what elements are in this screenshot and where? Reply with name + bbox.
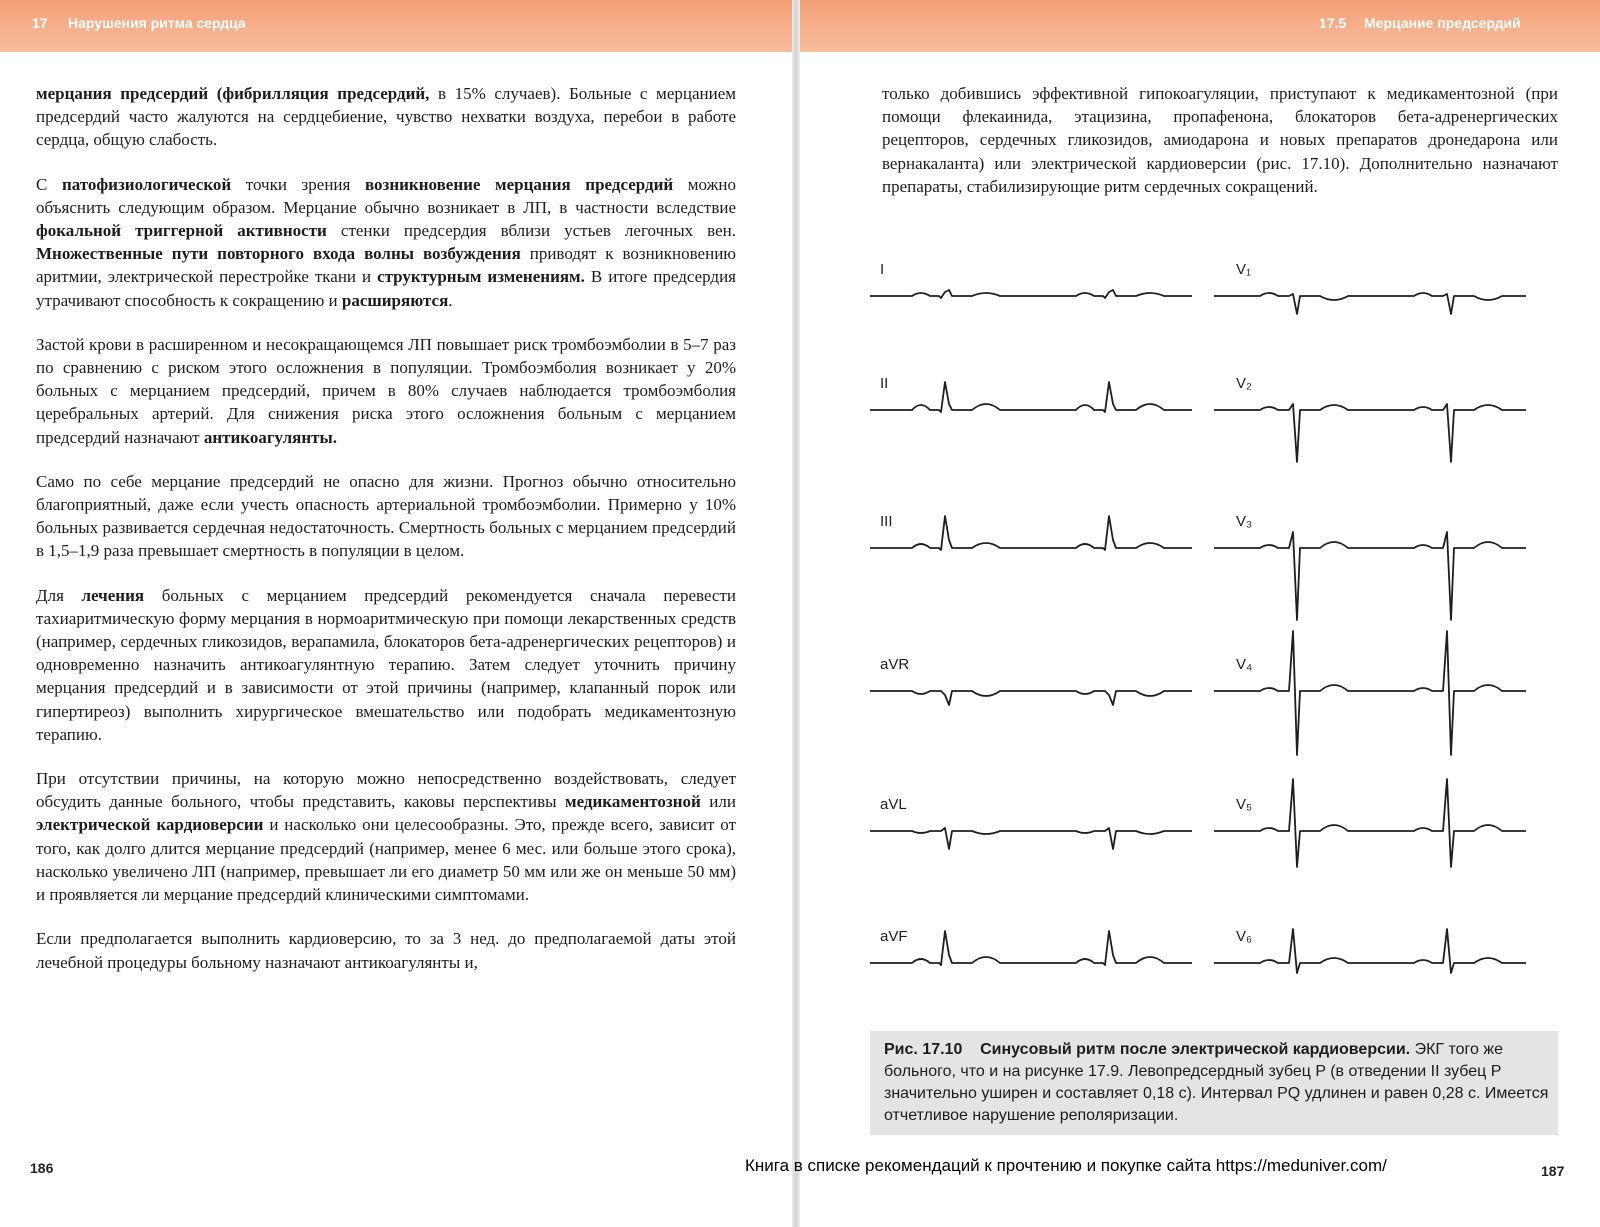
ecg-lead-label: V₁: [1236, 261, 1252, 278]
ecg-trace: [870, 382, 1192, 412]
left-page-paragraph: [36, 584, 736, 746]
book-spine-gutter: [792, 0, 800, 1227]
ecg-lead-label: aVR: [880, 656, 910, 673]
right-page-body: [882, 82, 1558, 219]
ecg-lead-label: V₄: [1236, 656, 1253, 673]
ecg-figure: [870, 248, 1560, 1018]
bold-term: фокальной триггерной активности: [36, 221, 327, 241]
bold-term: структурным изменениям.: [377, 267, 585, 287]
left-page-paragraph: [36, 470, 736, 563]
ecg-trace: [1214, 532, 1526, 620]
text-run: можно объяснить следующим образом. Мерцание обычно возникает в ЛП, в частности вследствие: [36, 174, 736, 217]
ecg-trace: [1214, 293, 1526, 314]
left-page-paragraph: [36, 173, 736, 312]
text-run: Застой крови в расширенном и несокращающемся ЛП повышает риск тромбоэмболии в 5–7 раз по сравнению с риском этого осложнения в популяции. Тромбоэмболия возникает у 20% больных с мерцанием предсердий, причем в 80% случаев наблюдается тромбоэмболия церебральных артерий. Для снижения риска этого осложнения больным с мерцанием предсердий назначают: [36, 334, 736, 447]
ecg-trace: [1214, 631, 1526, 755]
bold-term: антикоагулянты.: [203, 427, 338, 447]
text-run: С: [36, 174, 62, 194]
text-run: Для: [36, 585, 82, 605]
bold-term: возникновение мерцания предсердий: [364, 174, 674, 194]
ecg-lead-label: III: [880, 513, 893, 530]
figure-caption-text: ЭКГ того же больного, что и на рисунке 17.9. Левопредсердный зубец P (в отведении II зубец P значительно уширен и составляет 0,18 с). Интервал PQ удлинен и равен 0,28 с. Имеется отчетливое нарушение реполяризации.: [884, 1041, 1549, 1124]
text-run: больных с мерцанием предсердий рекомендуется сначала перевести тахиаритмическую форму мерцания в нормоаритмическую при помощи лекарственных средств (например, сердечных гликозидов, верапамила, блокаторов бета-адренергических рецепторов) и одновременно назначить антикоагулянтную терапию. Затем следует уточнить причину мерцания предсердий и в зависимости от этой причины (например, клапанный порок или гипертиреоз) выполнить хирургическое вмешательство или подобрать медикаментозную терапию.: [36, 585, 736, 744]
bold-term: электрической кардиоверсии: [36, 815, 264, 835]
chapter-title: Нарушения ритма сердца: [68, 15, 246, 31]
page-number-right: 187: [1541, 1163, 1565, 1179]
text-run: .: [448, 290, 453, 310]
left-page-body: [36, 82, 736, 995]
ecg-lead-label: I: [880, 261, 885, 278]
ecg-lead-label: V₂: [1236, 375, 1252, 392]
ecg-lead-label: V₆: [1236, 928, 1253, 945]
left-page-paragraph: [36, 927, 736, 973]
right-running-header: [798, 0, 1600, 52]
text-run: В итоге предсердия утрачивают способность к сокращению и: [36, 267, 736, 310]
ecg-trace: [1214, 404, 1526, 462]
text-run: и насколько они целесообразны. Это, прежде всего, зависит от того, как долго длится мерцание предсердий (например, менее 6 мес. или больше этого срока), насколько увеличено ЛП (например, превышает ли его диаметр 50 мм или же он меньше 50 мм) и проявляется ли мерцание предсердий клиническими симптомами.: [36, 815, 736, 905]
figure-caption: [870, 1031, 1558, 1135]
text-run: приводят к возникновению аритмии, электрической перестройке ткани и: [36, 244, 736, 287]
ecg-trace: [870, 931, 1192, 965]
right-page-paragraph: [882, 82, 1558, 198]
text-run: в 15% случаев). Больные с мерцанием предсердий часто жалуются на сердцебиение, чувство нехватки воздуха, перебои в работе сердца, общую слабость.: [36, 84, 736, 150]
ecg-trace: [1214, 929, 1526, 973]
bold-term: мерцания предсердий (фибрилляция предсердий,: [36, 84, 430, 103]
text-run: Если предполагается выполнить кардиоверсию, то за 3 нед. до предполагаемой даты этой лечебной процедуры больному назначают антикоагулянты и,: [36, 929, 736, 972]
figure-label: Рис. 17.10: [884, 1041, 963, 1058]
ecg-trace: [870, 691, 1192, 705]
section-number: 17.5: [1319, 15, 1347, 31]
website-notice: Книга в списке рекомендаций к прочтению и покупке сайта https://meduniver.com/: [745, 1156, 1387, 1175]
text-run: только добившись эффективной гипокоагуляции, приступают к медикаментозной (при помощи флекаинида, этацизина, пропафенона, блокаторов бета-адренергических рецепторов, сердечных гликозидов, амиодарона и новых препаратов дронедарона или вернакаланта) или электрической кардиоверсии (рис. 17.10). Дополнительно назначают препараты, стабилизирующие ритм сердечных сокращений.: [882, 84, 1558, 196]
text-run: или: [700, 792, 736, 812]
section-title: Мерцание предсердий: [1364, 15, 1521, 31]
ecg-lead-label: aVL: [880, 796, 907, 813]
chapter-number: 17: [32, 15, 48, 31]
bold-term: расширяются: [341, 290, 449, 310]
text-run: При отсутствии причины, на которую можно непосредственно воздействовать, следует обсудить данные больного, чтобы представить, каковы перспективы: [36, 769, 736, 812]
left-page-paragraph: [36, 82, 736, 152]
bold-term: патофизиологической: [61, 174, 232, 194]
ecg-trace: [870, 516, 1192, 550]
page-number-left: 186: [30, 1160, 54, 1176]
ecg-lead-label: V₅: [1236, 796, 1253, 813]
bold-term: медикаментозной: [565, 792, 701, 812]
ecg-lead-label: V₃: [1236, 513, 1253, 530]
left-page-paragraph: [36, 333, 736, 449]
text-run: точки зрения: [231, 174, 365, 194]
ecg-traces: [870, 248, 1560, 1018]
left-page-paragraph: [36, 767, 736, 906]
figure-title: Синусовый ритм после электрической кардиоверсии.: [980, 1041, 1411, 1058]
ecg-trace: [870, 828, 1192, 849]
bold-term: Множественные пути повторного входа волны возбуждения: [36, 244, 521, 264]
left-running-header: [0, 0, 794, 52]
ecg-trace: [870, 290, 1192, 298]
text-run: Само по себе мерцание предсердий не опасно для жизни. Прогноз обычно относительно благоприятный, даже если учесть опасность артериальной тромбоэмболии. Примерно у 10% больных развивается сердечная недостаточность. Смертность больных с мерцанием предсердий в 1,5–1,9 раза превышает смертность в популяции в целом.: [36, 471, 736, 561]
text-run: стенки предсердия вблизи устьев легочных вен.: [326, 221, 736, 241]
ecg-lead-label: II: [880, 375, 889, 392]
ecg-lead-label: aVF: [880, 928, 908, 945]
bold-term: лечения: [81, 585, 145, 605]
ecg-trace: [1214, 779, 1526, 867]
